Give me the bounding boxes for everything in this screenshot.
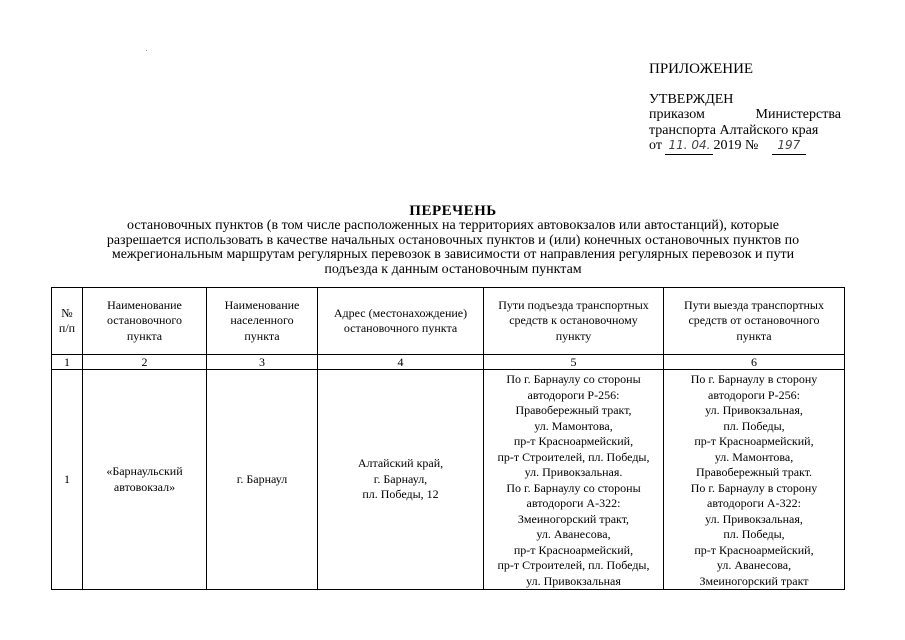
heading-line: подъезда к данным остановочным пунктам: [324, 261, 582, 277]
heading-line: разрешается использовать в качестве начальных остановочных пунктов и (или) конечных остановочных пунктов по: [106, 232, 800, 248]
handwritten-date: 11. 04.: [668, 138, 711, 152]
table-header-row: [52, 288, 845, 355]
year-and-number-sign: 2019 №: [713, 138, 759, 153]
column-number: 5: [484, 355, 664, 370]
column-number: 2: [83, 355, 207, 370]
ministry-word: Министерства: [755, 107, 841, 122]
heading-line: межрегиональным маршрутам регулярных перевозок в зависимости от направления регулярных перевозок и пути: [111, 247, 795, 262]
approval-date-line: [649, 138, 841, 155]
header-stop-name: Наименование остановочного пункта: [83, 288, 207, 355]
header-locality: Наименование населенного пункта: [207, 288, 318, 355]
locality-cell: г. Барнаул: [207, 370, 318, 590]
table-row: [52, 370, 845, 590]
heading-line: остановочных пунктов (в том числе расположенных на территориях автовокзалов или автостанций), которые: [127, 218, 779, 233]
approval-block: [649, 62, 841, 155]
column-number: 4: [318, 355, 484, 370]
address-cell: Алтайский край, г. Барнаул, пл. Победы, 12: [318, 370, 484, 590]
document-title: ПЕРЕЧЕНЬ: [409, 203, 497, 219]
approach-routes-cell: По г. Барнаулу со стороны автодороги Р-256: Правобережный тракт, ул. Мамонтова, пр-т Красноармейский, пр-т Строителей, пл. Победы, ул. Привокзальная. По г. Барнаулу со стороны автодороги А-322: Змеиногорский тракт, ул. Аванесова, пр-т Красноармейский, пр-т Строителей, пл. Победы, ул. Привокзальная: [484, 370, 664, 590]
document-heading: [60, 203, 846, 277]
column-number-row: [52, 355, 845, 370]
column-number: 1: [52, 355, 83, 370]
scan-speck: [146, 50, 147, 51]
stop-name-cell: «Барнаульский автовокзал»: [83, 370, 207, 590]
header-approach-routes: Пути подъезда транспортных средств к остановочному пункту: [484, 288, 664, 355]
header-address: Адрес (местонахождение) остановочного пункта: [318, 288, 484, 355]
approval-line-2: транспорта Алтайского края: [649, 122, 819, 138]
from-word: от: [649, 138, 662, 153]
handwritten-number: 197: [777, 138, 801, 152]
row-number: 1: [52, 370, 83, 590]
stops-table: [51, 287, 845, 590]
exit-routes-cell: По г. Барнаулу в сторону автодороги Р-256: ул. Привокзальная, пл. Победы, пр-т Красноармейский, ул. Мамонтова, Правобережный тракт. По г. Барнаулу в сторону автодороги А-322: ул. Привокзальная, пл. Победы, пр-т Красноармейский, ул. Аванесова, Змеиногорский тракт: [664, 370, 845, 590]
appendix-title: ПРИЛОЖЕНИЕ: [649, 61, 754, 77]
header-number: № п/п: [52, 288, 83, 355]
header-exit-routes: Пути выезда транспортных средств от остановочного пункта: [664, 288, 845, 355]
approved-label: УТВЕРЖДЕН: [649, 91, 734, 107]
number-field: [772, 138, 806, 155]
date-field: [665, 138, 713, 155]
column-number: 6: [664, 355, 845, 370]
column-number: 3: [207, 355, 318, 370]
approval-line-1: [649, 107, 841, 123]
order-word: приказом: [649, 107, 705, 122]
